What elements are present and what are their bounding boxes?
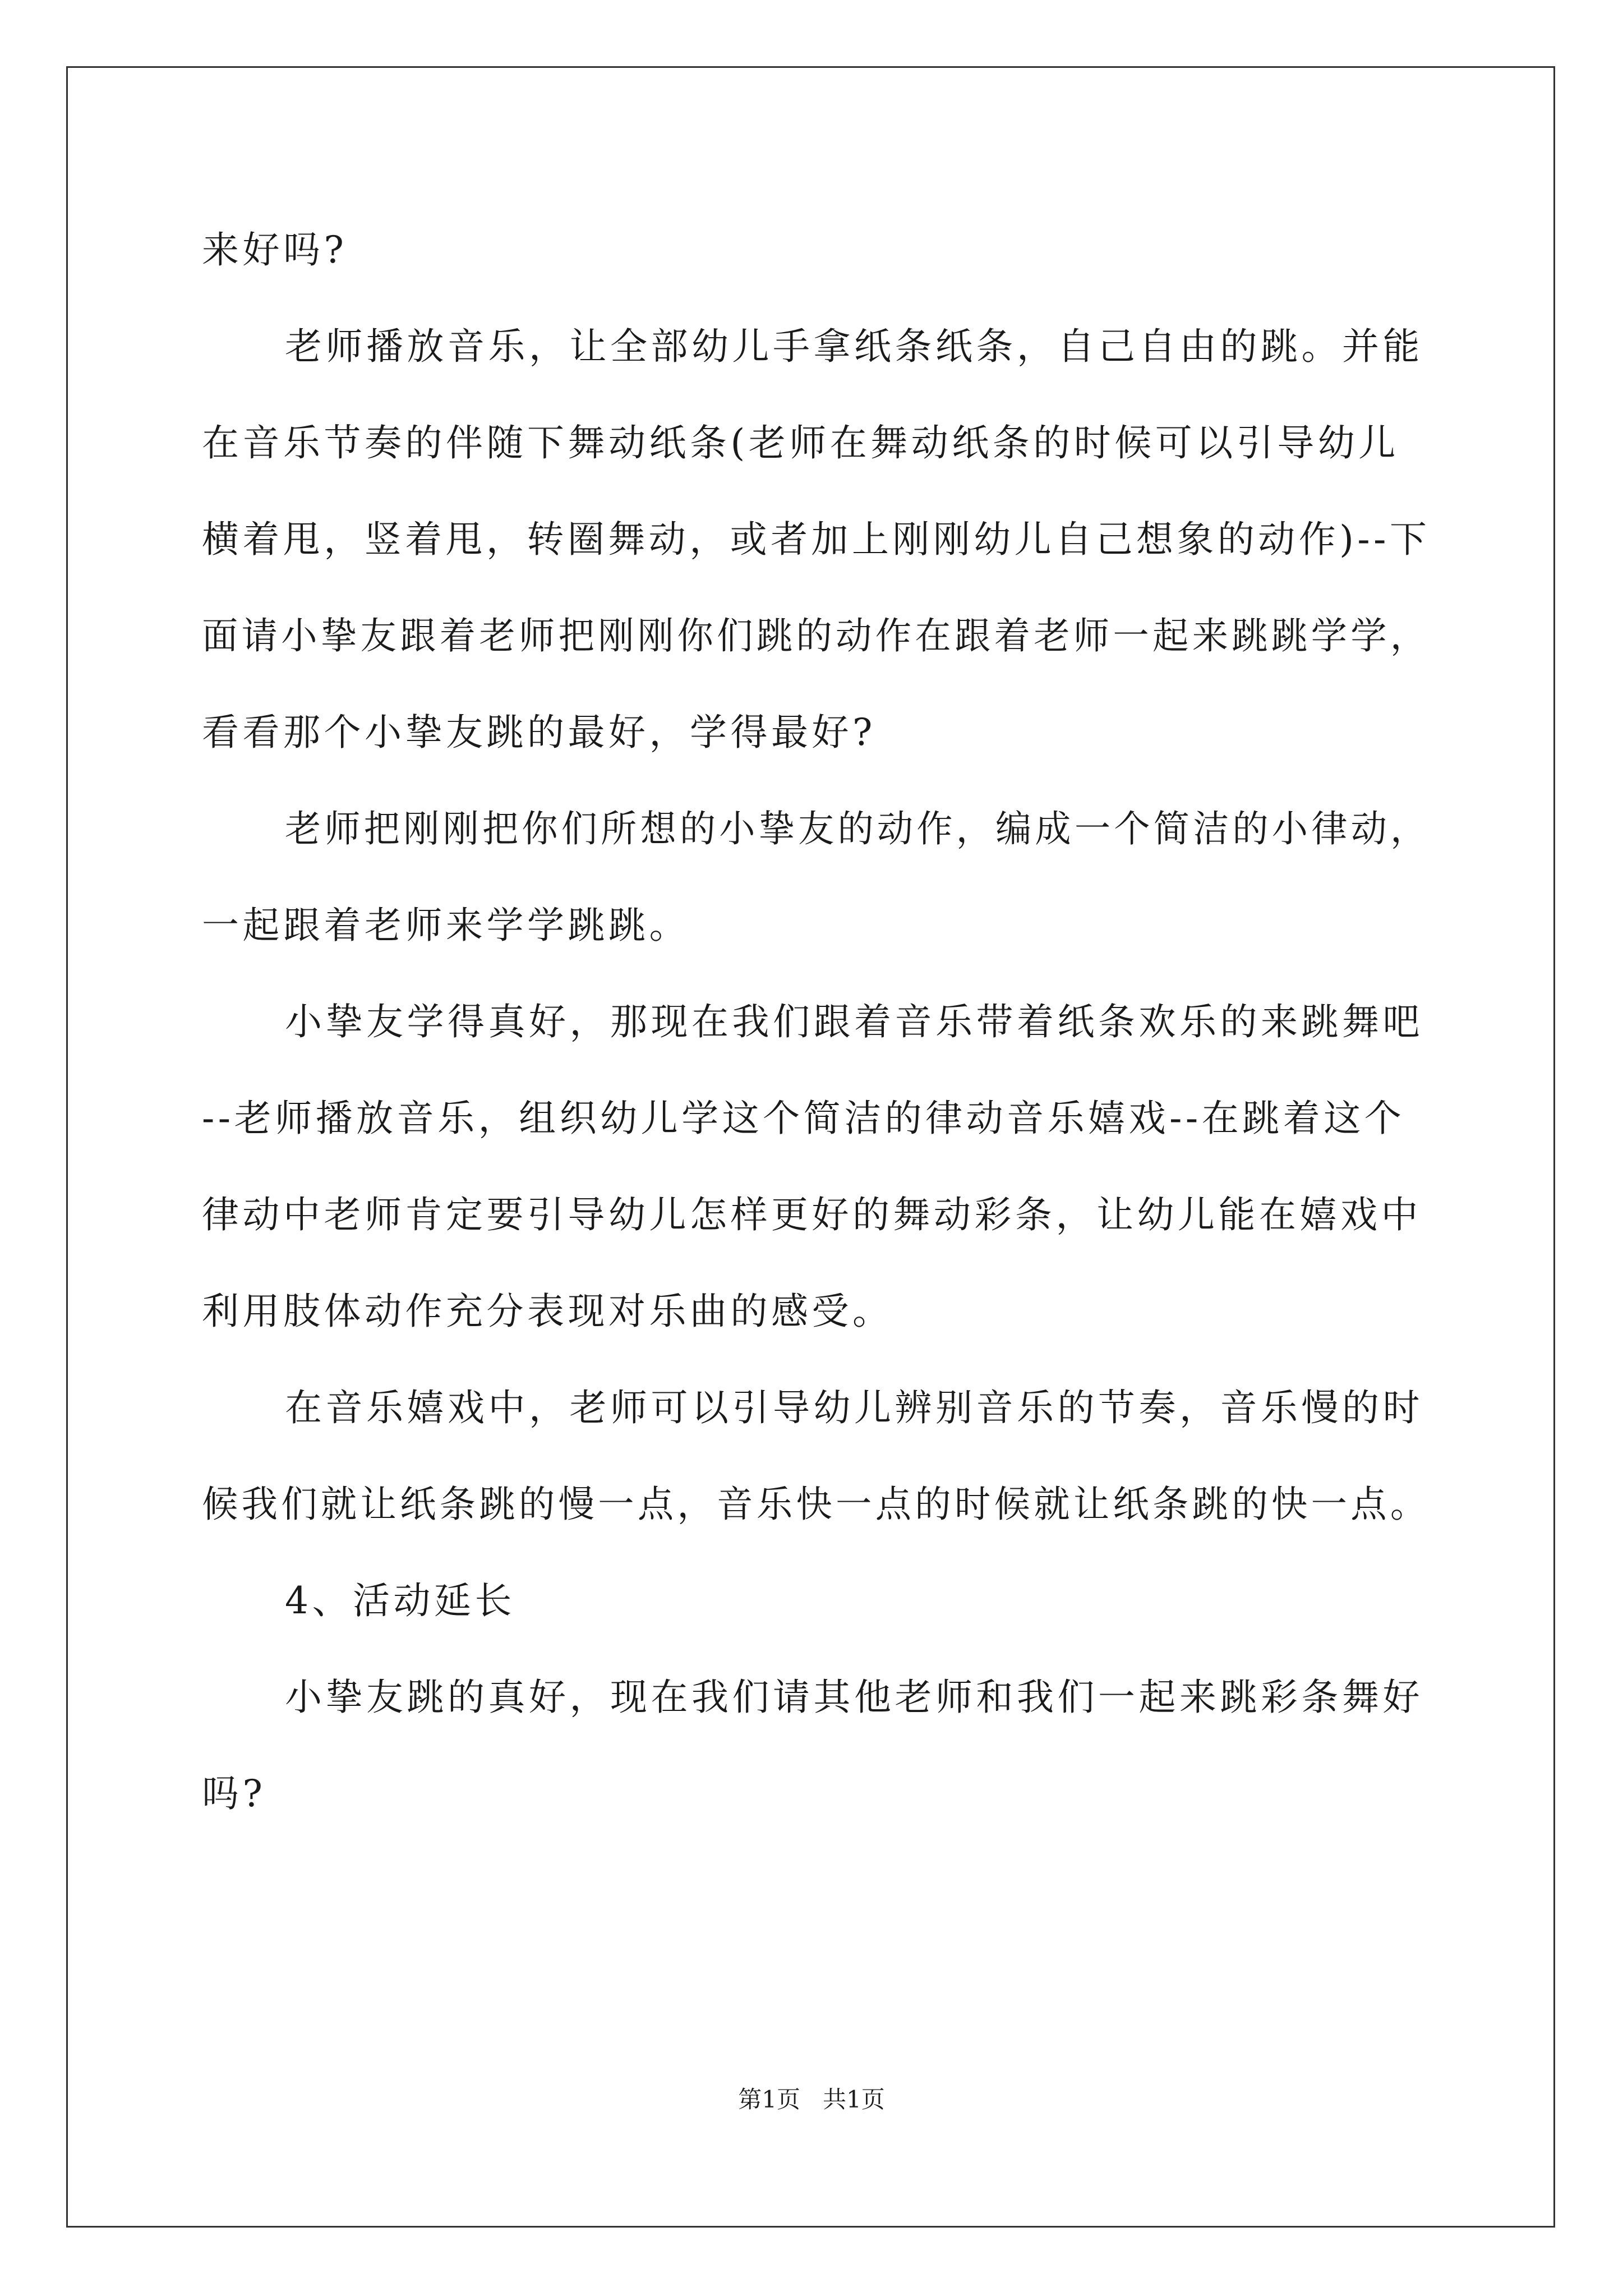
text-line: 小挚友跳的真好，现在我们请其他老师和我们一起来跳彩条舞好 xyxy=(285,1676,1423,1719)
text-line: 一起跟着老师来学学跳跳。 xyxy=(202,904,690,947)
text-line: 候我们就让纸条跳的慢一点，音乐快一点的时候就让纸条跳的快一点。 xyxy=(202,1483,1430,1526)
text-line: 老师播放音乐，让全部幼儿手拿纸条纸条，自己自由的跳。并能 xyxy=(285,325,1423,368)
text-line: 利用肢体动作充分表现对乐曲的感受。 xyxy=(202,1290,893,1333)
text-line: 看看那个小挚友跳的最好，学得最好? xyxy=(202,711,876,754)
text-line: --老师播放音乐，组织幼儿学这个简洁的律动音乐嬉戏--在跳着这个 xyxy=(202,1097,1405,1140)
text-line: 在音乐节奏的伴随下舞动纸条(老师在舞动纸条的时候可以引导幼儿 xyxy=(202,421,1399,464)
text-line: 在音乐嬉戏中，老师可以引导幼儿辨别音乐的节奏，音乐慢的时 xyxy=(285,1386,1423,1429)
text-line: 横着甩，竖着甩，转圈舞动，或者加上刚刚幼儿自己想象的动作)--下 xyxy=(202,518,1431,561)
text-line: 来好吗? xyxy=(202,228,348,272)
text-line: 小挚友学得真好，那现在我们跟着音乐带着纸条欢乐的来跳舞吧 xyxy=(285,1000,1423,1043)
text-line: 吗? xyxy=(202,1772,266,1815)
text-line: 老师把刚刚把你们所想的小挚友的动作，编成一个简洁的小律动， xyxy=(285,807,1430,850)
text-line: 面请小挚友跟着老师把刚刚你们跳的动作在跟着老师一起来跳跳学学， xyxy=(202,614,1430,657)
text-line: 律动中老师肯定要引导幼儿怎样更好的舞动彩条，让幼儿能在嬉戏中 xyxy=(202,1193,1422,1236)
page-number-footer: 第1页 共1页 xyxy=(738,2086,885,2113)
section-heading: 4、活动延长 xyxy=(285,1579,515,1622)
page-border xyxy=(66,66,1555,2228)
